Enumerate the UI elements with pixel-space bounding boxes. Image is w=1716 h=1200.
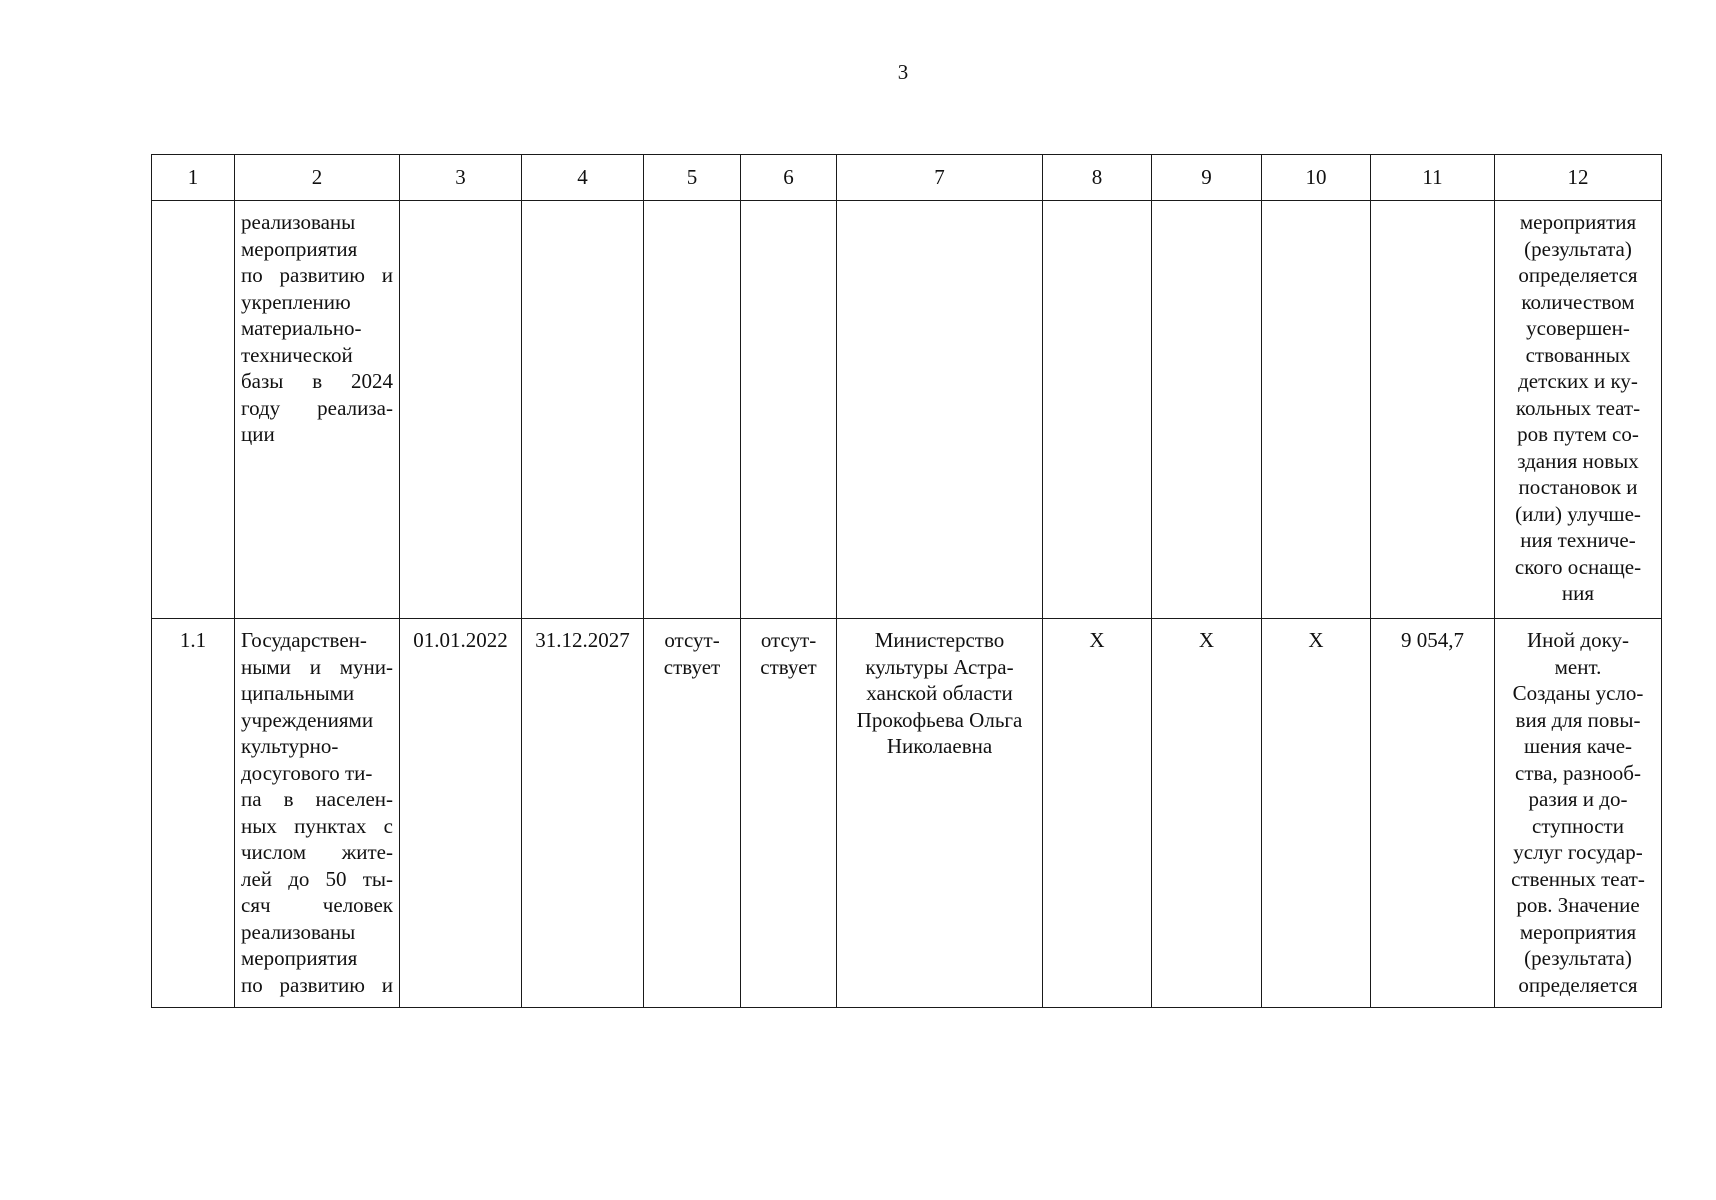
column-header-3: 3	[400, 155, 522, 201]
column-header-9: 9	[1152, 155, 1262, 201]
cell-description: Государствен- ными и муни- ципальными учреждениями культурно- досугового ти- па в населен- ных пунктах с числом жите- лей до 50 ты- сяч человек реализованы мероприятия по развитию и	[235, 619, 400, 1008]
column-header-6: 6	[741, 155, 837, 201]
measures-table	[151, 154, 1662, 1008]
cell-result-description: мероприятия (результата) определяется количеством усовершен- ствованных детских и ку- кольных теат- ров путем со- здания новых постановок и (или) улучше- ния техниче- ского оснаще- ния	[1495, 201, 1662, 619]
cell-start-date	[400, 201, 522, 619]
column-header-1: 1	[152, 155, 235, 201]
column-header-8: 8	[1043, 155, 1152, 201]
cell-responsible: Министерство культуры Астра- ханской области Прокофьева Ольга Николаевна	[837, 619, 1043, 1008]
column-header-12: 12	[1495, 155, 1662, 201]
cell-start-date: 01.01.2022	[400, 619, 522, 1008]
column-header-10: 10	[1262, 155, 1371, 201]
cell-end-date	[522, 201, 644, 619]
page-number: 3	[897, 60, 909, 84]
cell-col10: X	[1262, 619, 1371, 1008]
cell-end-date: 31.12.2027	[522, 619, 644, 1008]
column-header-11: 11	[1371, 155, 1495, 201]
column-header-5: 5	[644, 155, 741, 201]
cell-number: 1.1	[152, 619, 235, 1008]
column-header-2: 2	[235, 155, 400, 201]
cell-col5	[644, 201, 741, 619]
column-number-row	[152, 155, 1662, 201]
cell-col5: отсут- ствует	[644, 619, 741, 1008]
cell-col8	[1043, 201, 1152, 619]
cell-result-description: Иной доку- мент. Созданы усло- вия для повы- шения каче- ства, разнооб- разия и до- ступности услуг государ- ственных теат- ров. Значение мероприятия (результата) определяется	[1495, 619, 1662, 1008]
cell-col11: 9 054,7	[1371, 619, 1495, 1008]
cell-description: реализованы мероприятия по развитию и укреплению материально- технической базы в 2024 году реализа- ции	[235, 201, 400, 619]
cell-col10	[1262, 201, 1371, 619]
table-row-continuation	[152, 201, 1662, 619]
cell-col8: X	[1043, 619, 1152, 1008]
cell-col6: отсут- ствует	[741, 619, 837, 1008]
table-row-1-1	[152, 619, 1662, 1008]
cell-number	[152, 201, 235, 619]
cell-col9	[1152, 201, 1262, 619]
cell-col11	[1371, 201, 1495, 619]
cell-col9: X	[1152, 619, 1262, 1008]
cell-responsible	[837, 201, 1043, 619]
cell-col6	[741, 201, 837, 619]
column-header-7: 7	[837, 155, 1043, 201]
column-header-4: 4	[522, 155, 644, 201]
